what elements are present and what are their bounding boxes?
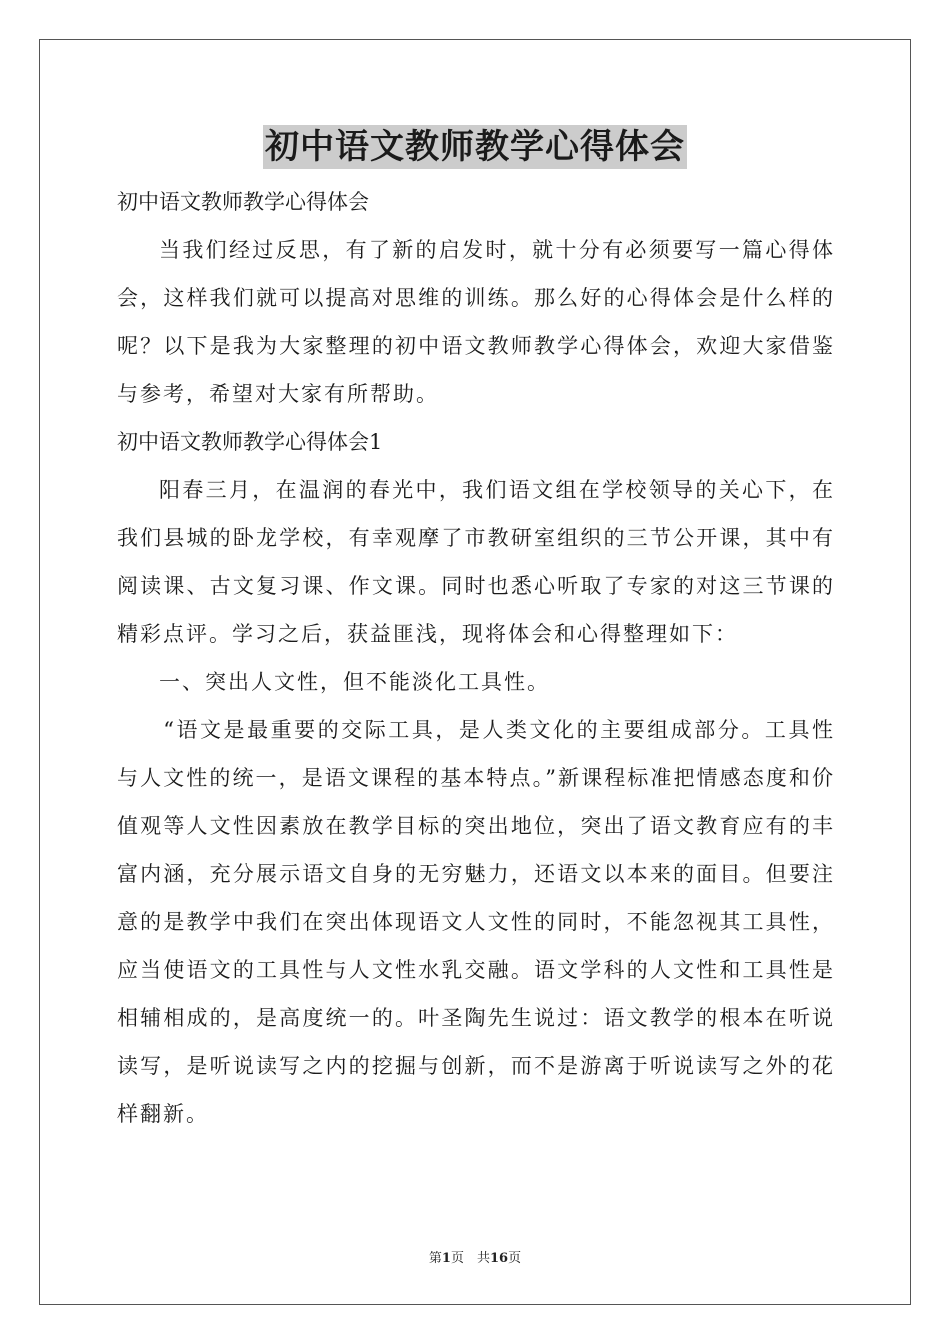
- footer-prefix: 第: [428, 1251, 442, 1266]
- body-paragraph: “语文是最重要的交际工具，是人类文化的主要组成部分。工具性与人文性的统一，是语文课程的基本特点。”新课程标准把情感态度和价值观等人文性因素放在教学目标的突出地位，突出了语文教育应有的丰富内涵，充分展示语文自身的无穷魅力，还语文以本来的面目。但要注意的是教学中我们在突出体现语文人文性的同时，不能忽视其工具性，应当使语文的工具性与人文性水乳交融。语文学科的人文性和工具性是相辅相成的，是高度统一的。叶圣陶先生说过：语文教学的根本在听说读写，是听说读写之内的挖掘与创新，而不是游离于听说读写之外的花样翻新。: [117, 718, 835, 1126]
- document-body: [117, 178, 835, 1138]
- footer-suffix: 页: [508, 1251, 522, 1266]
- footer-mid: 页 共: [450, 1251, 490, 1266]
- page-title: 初中语文教师教学心得体会: [265, 127, 685, 167]
- footer-page-total: 16: [489, 1251, 509, 1266]
- section-heading: 初中语文教师教学心得体会1: [117, 430, 383, 454]
- page-footer: [0, 1247, 950, 1266]
- intro-paragraph: 当我们经过反思，有了新的启发时，就十分有必须要写一篇心得体会，这样我们就可以提高对思维的训练。那么好的心得体会是什么样的呢？以下是我为大家整理的初中语文教师教学心得体会，欢迎大家借鉴与参考，希望对大家有所帮助。: [117, 238, 835, 406]
- body-paragraph: 阳春三月，在温润的春光中，我们语文组在学校领导的关心下，在我们县城的卧龙学校，有幸观摩了市教研室组织的三节公开课，其中有阅读课、古文复习课、作文课。同时也悉心听取了专家的对这三节课的精彩点评。学习之后，获益匪浅，现将体会和心得整理如下：: [117, 478, 835, 646]
- footer-page-number: 1: [441, 1251, 451, 1266]
- document-subtitle: 初中语文教师教学心得体会: [117, 190, 369, 214]
- body-subheading: 一、突出人文性，但不能淡化工具性。: [159, 670, 550, 694]
- title-container: [0, 125, 950, 169]
